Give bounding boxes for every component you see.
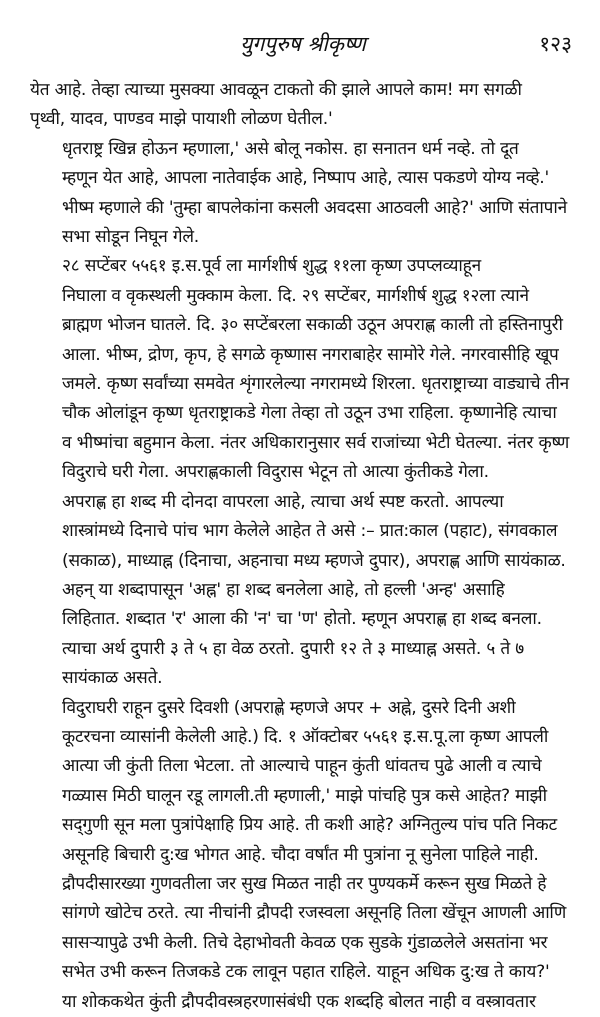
running-title: युगपुरुष श्रीकृष्ण	[240, 32, 366, 56]
text-line: विदुराघरी राहून दुसरे दिवशी (अपराह्णे म्हणजे अपर + अह्ने, दुसरे दिनी अशी	[62, 697, 516, 718]
text-line: सभा सोडून निघून गेले.	[62, 227, 200, 248]
paragraph	[30, 988, 576, 1017]
text-line: सभेत उभी करून तिजकडे टक लावून पहात राहिले. याहून अधिक दु:ख ते काय?'	[62, 962, 550, 983]
text-line: त्याचा अर्थ दुपारी ३ ते ५ हा वेळ ठरतो. दुपारी १२ ते ३ माध्याह्न असते. ५ ते ७	[62, 638, 524, 659]
body-text	[30, 76, 576, 1017]
text-line: शास्त्रांमध्ये दिनाचे पांच भाग केलेले आहेत ते असे :– प्रात:काल (पहाट), संगवकाल	[62, 521, 558, 542]
text-line: येत आहे. तेव्हा त्याच्या मुसक्या आवळून टाकतो की झाले आपले काम! मग सगळी	[30, 80, 522, 100]
text-line: अहन् या शब्दापासून 'अह्न' हा शब्द बनलेला आहे, तो हल्ली 'अन्ह' असाहि	[62, 579, 505, 600]
text-line: सायंकाळ असते.	[62, 668, 163, 689]
text-line: सांगणे खोटेच ठरते. त्या नीचांनी द्रौपदी रजस्वला असूनहि तिला खेंचून आणली आणि	[62, 903, 567, 924]
text-line: गळ्यास मिठी घालून रडू लागली.ती म्हणाली,' माझे पांचहि पुत्र कसे आहेत? माझी	[62, 785, 547, 806]
text-line: आत्या जी कुंती तिला भेटला. तो आल्याचे पाहून कुंती धांवतच पुढे आली व त्याचे	[62, 756, 542, 777]
text-line: व भीष्मांचा बहुमान केला. नंतर अधिकारानुसार सर्व राजांच्या भेटी घेतल्या. नंतर कृष्ण	[62, 432, 570, 453]
text-line: (सकाळ), माध्याह्न (दिनाचा, अहनाचा मध्य म्हणजे दुपार), अपराह्ण आणि सायंकाळ.	[62, 550, 566, 571]
text-line: लिहितात. शब्दात 'र' आला की 'न' चा 'ण' होतो. म्हणून अपराह्ण हा शब्द बनला.	[62, 609, 542, 630]
text-line: भीष्म म्हणाले की 'तुम्हा बापलेकांना कसली अवदसा आठवली आहे?' आणि संतापाने	[62, 197, 568, 218]
text-line: द्रौपदीसारख्या गुणवतीला जर सुख मिळत नाही तर पुण्यकर्मे करून सुख मिळते हे	[62, 873, 547, 894]
paragraph	[30, 135, 576, 253]
text-line: पृथ्वी, यादव, पाण्डव माझे पायाशी लोळण घेतील.'	[30, 109, 333, 130]
text-line: जमले. कृष्ण सर्वांच्या समवेत शृंगारलेल्या नगरामध्ये शिरला. धृतराष्ट्राच्या वाड्याचे तीन	[62, 374, 569, 395]
text-line: आला. भीष्म, द्रोण, कृप, हे सगळे कृष्णास नगराबाहेर सामोरे गेले. नगरवासीहि खूप	[62, 344, 559, 365]
text-line: म्हणून येत आहे, आपला नातेवाईक आहे, निष्पाप आहे, त्यास पकडणे योग्य नव्हे.'	[62, 168, 550, 189]
paragraph	[30, 76, 576, 135]
text-line: या शोककथेत कुंती द्रौपदीवस्त्रहरणासंबंधी एक शब्दहि बोलत नाही व वस्त्रावतार	[62, 991, 536, 1012]
paragraph	[30, 694, 576, 988]
text-line: कूटरचना व्यासांनी केलेली आहे.) दि. १ ऑक्टोबर ५५६१ इ.स.पू.ला कृष्ण आपली	[62, 726, 549, 747]
text-line: ब्राह्मण भोजन घातले. दि. ३० सप्टेंबरला सकाळी उठून अपराह्ण काली तो हस्तिनापुरी	[62, 315, 563, 336]
text-line: धृतराष्ट्र खिन्न होऊन म्हणाला,' असे बोलू नकोस. हा सनातन धर्म नव्हे. तो दूत	[62, 138, 519, 159]
page-header	[30, 30, 576, 64]
page-number: १२३	[539, 32, 572, 56]
text-line: विदुराचे घरी गेला. अपराह्णकाली विदुरास भेटून तो आत्या कुंतीकडे गेला.	[62, 462, 489, 483]
text-line: चौक ओलांडून कृष्ण धृतराष्ट्राकडे गेला तेव्हा तो उठून उभा राहिला. कृष्णानेहि त्याचा	[62, 403, 557, 424]
paragraph	[30, 488, 576, 694]
text-line: सद्‌गुणी सून मला पुत्रांपेक्षाहि प्रिय आहे. ती कशी आहे? अग्नितुल्य पांच पति निकट	[62, 815, 557, 836]
text-line: असूनहि बिचारी दु:ख भोगत आहे. चौदा वर्षांत मी पुत्रांना नू सुनेला पाहिले नाही.	[62, 844, 539, 865]
text-line: अपराह्ण हा शब्द मी दोनदा वापरला आहे, त्याचा अर्थ स्पष्ट करतो. आपल्या	[62, 491, 504, 512]
text-line: निघाला व वृकस्थली मुक्काम केला. दि. २९ सप्टेंबर, मार्गशीर्ष शुद्ध १२ला त्याने	[62, 285, 529, 306]
text-line: सासऱ्यापुढे उभी केली. तिचे देहाभोवती केवळ एक सुडके गुंडाळलेले असतांना भर	[62, 932, 548, 953]
paragraph	[30, 252, 576, 487]
text-line: २८ सप्टेंबर ५५६१ इ.स.पूर्व ला मार्गशीर्ष शुद्ध ११ला कृष्ण उपप्लव्याहून	[62, 256, 481, 277]
